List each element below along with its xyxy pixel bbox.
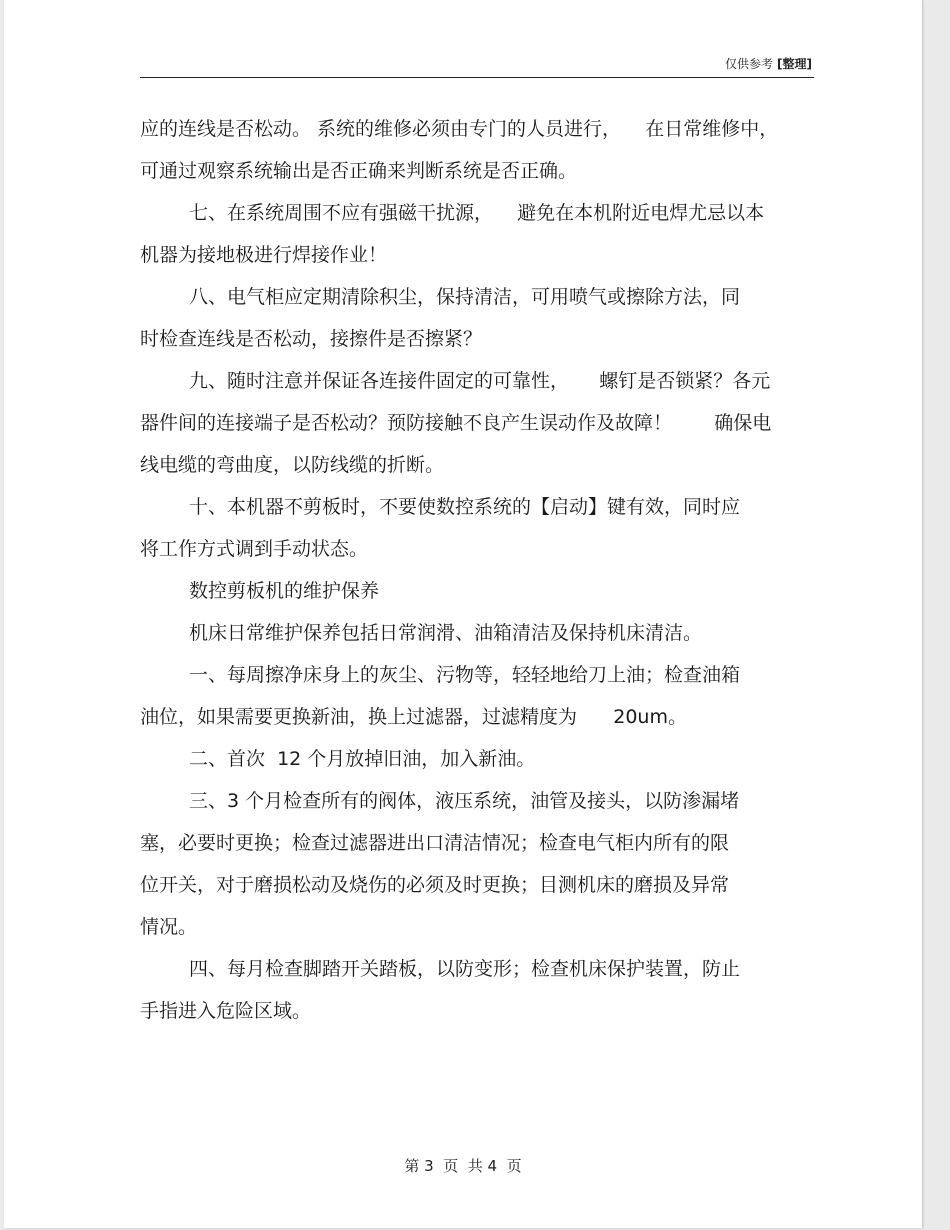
text-line: 八、电气柜应定期清除积尘，保持清洁，可用喷气或擦除方法，同 [189,286,741,308]
text-line: 二、首次 12 个月放掉旧油，加入新油。 [189,748,536,770]
page-number-footer: 第 3 页 共 4 页 [404,1157,522,1175]
text-line: 机器为接地极进行焊接作业！ [140,244,388,266]
text-line: 应的连线是否松动。 系统的维修必须由专门的人员进行， 在日常维修中， [140,118,779,140]
header-divider [140,77,814,78]
text-line: 十、本机器不剪板时，不要使数控系统的【启动】键有效，同时应 [189,496,741,518]
text-line: 可通过观察系统输出是否正确来判断系统是否正确。 [140,160,578,182]
text-line: 位开关，对于磨损松动及烧伤的必须及时更换；目测机床的磨损及异常 [140,874,730,896]
text-line: 七、在系统周围不应有强磁干扰源， 避免在本机附近电焊尤忌以本 [189,202,765,224]
header-note-bracket: [整理] [777,57,812,71]
text-line: 四、每月检查脚踏开关踏板，以防变形；检查机床保护装置，防止 [189,958,741,980]
text-line: 一、每周擦净床身上的灰尘、污物等，轻轻地给刀上油；检查油箱 [189,664,741,686]
text-line: 九、随时注意并保证各连接件固定的可靠性， 螺钉是否锁紧？各元 [189,370,771,392]
text-line: 油位，如果需要更换新油，换上过滤器，过滤精度为 20um。 [140,706,687,728]
text-line: 情况。 [140,916,198,938]
document-body [140,108,812,1032]
text-line: 时检查连线是否松动，接擦件是否擦紧？ [140,328,483,350]
text-line: 线电缆的弯曲度，以防线缆的折断。 [140,454,445,476]
header-note [725,55,812,72]
section-heading: 数控剪板机的维护保养 [189,580,380,602]
text-line: 将工作方式调到手动状态。 [140,538,369,560]
document-page [4,0,922,1228]
text-line: 手指进入危险区域。 [140,1000,312,1022]
text-line: 三、3 个月检查所有的阀体，液压系统，油管及接头，以防渗漏堵 [189,790,740,812]
text-line: 器件间的连接端子是否松动？预防接触不良产生误动作及故障！ 确保电 [140,412,772,434]
text-line: 机床日常维护保养包括日常润滑、油箱清洁及保持机床清洁。 [189,622,703,644]
text-line: 塞，必要时更换；检查过滤器进出口清洁情况；检查电气柜内所有的限 [140,832,730,854]
header-note-text: 仅供参考 [725,57,774,71]
